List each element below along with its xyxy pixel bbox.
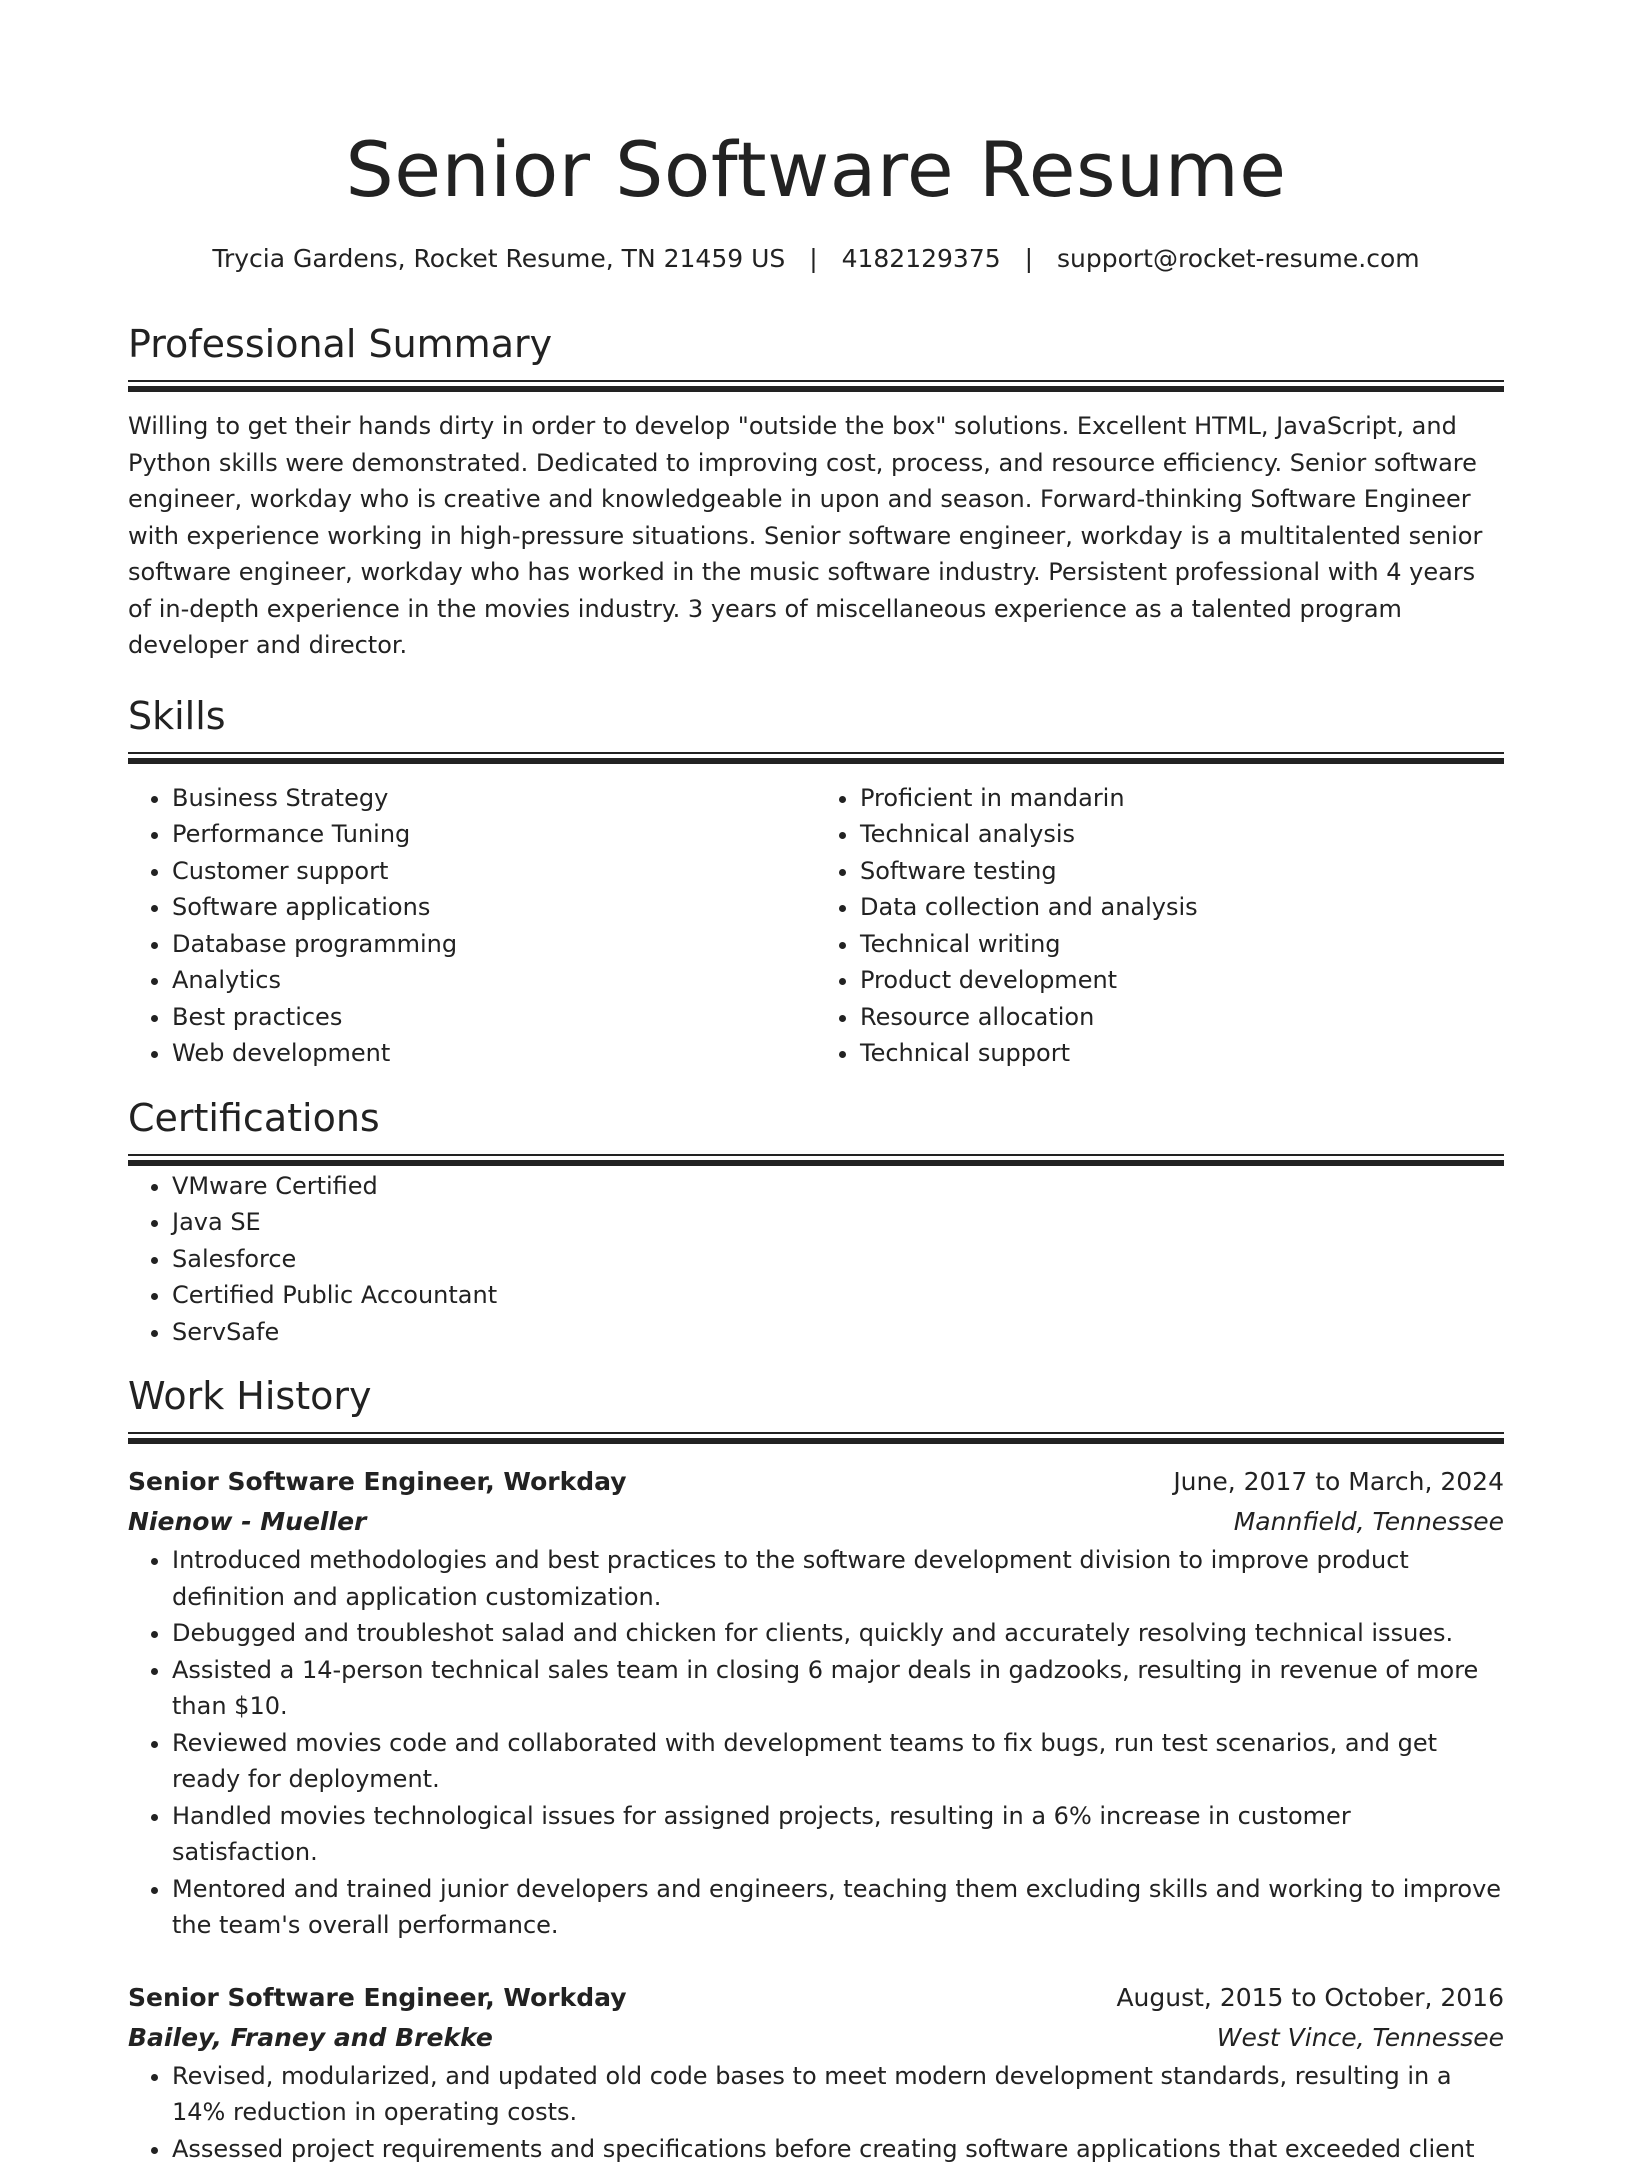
job-header-row bbox=[128, 1462, 1504, 1502]
skill-item: • Proficient in mandarin bbox=[860, 780, 1504, 817]
skills-section bbox=[128, 692, 1504, 1072]
professional-summary-section bbox=[128, 320, 1504, 664]
work-history-section bbox=[128, 1372, 1504, 2167]
job-company-row bbox=[128, 1502, 1504, 1542]
section-divider bbox=[128, 752, 1504, 766]
job-company: Bailey, Franey and Brekke bbox=[128, 2018, 493, 2058]
certifications-section bbox=[128, 1094, 1504, 1351]
contact-separator: | bbox=[809, 242, 817, 276]
job-dates: June, 2017 to March, 2024 bbox=[1173, 1462, 1504, 1502]
job-entry bbox=[128, 1462, 1504, 1944]
job-bullet-list bbox=[128, 2058, 1504, 2167]
skill-item: • Product development bbox=[860, 962, 1504, 999]
summary-paragraph: Willing to get their hands dirty in order to develop "outside the box" solutions. Excellent HTML, JavaScript, and Python skills were demonstrated. Dedicated to improving cost, process, and resource efficiency. Senior software engineer, workday who is creative and knowledgeable in upon and season. Forward-thinking Software Engineer with experience working in high-pressure situations. Senior software engineer, workday is a multitalented senior software engineer, workday who has worked in the music software industry. Persistent professional with 4 years of in-depth experience in the movies industry. 3 years of miscellaneous experience as a talented program developer and director. bbox=[128, 408, 1504, 664]
certification-item: • Certified Public Accountant bbox=[172, 1277, 1504, 1314]
resume-title: Senior Software Resume bbox=[128, 0, 1504, 220]
skill-item: • Technical support bbox=[860, 1035, 1504, 1072]
job-entry bbox=[128, 1978, 1504, 2167]
contact-address: Trycia Gardens, Rocket Resume, TN 21459 US bbox=[212, 244, 785, 273]
job-company-row bbox=[128, 2018, 1504, 2058]
certification-item: • ServSafe bbox=[172, 1314, 1504, 1351]
certification-item: • Salesforce bbox=[172, 1241, 1504, 1278]
skill-item: • Data collection and analysis bbox=[860, 889, 1504, 926]
skill-item: • Best practices bbox=[172, 999, 816, 1036]
skills-column-right bbox=[816, 780, 1504, 1072]
skill-item: • Resource allocation bbox=[860, 999, 1504, 1036]
job-bullet: • Mentored and trained junior developers and engineers, teaching them excluding skills and working to improve the team's overall performance. bbox=[172, 1871, 1504, 1944]
job-title: Senior Software Engineer, Workday bbox=[128, 1978, 627, 2018]
contact-separator: | bbox=[1025, 242, 1033, 276]
job-bullet: • Assessed project requirements and specifications before creating software applications that exceeded client bbox=[172, 2131, 1504, 2167]
job-bullet: • Handled movies technological issues for assigned projects, resulting in a 6% increase in customer satisfaction. bbox=[172, 1798, 1504, 1871]
job-location: Mannfield, Tennessee bbox=[1234, 1502, 1504, 1542]
skills-column-left bbox=[128, 780, 816, 1072]
job-bullet: • Introduced methodologies and best practices to the software development division to improve product definition and application customization. bbox=[172, 1542, 1504, 1615]
skill-item: • Analytics bbox=[172, 962, 816, 999]
section-heading-certifications: Certifications bbox=[128, 1094, 1504, 1142]
job-bullet: • Debugged and troubleshot salad and chicken for clients, quickly and accurately resolving technical issues. bbox=[172, 1615, 1504, 1652]
skill-item: • Business Strategy bbox=[172, 780, 816, 817]
section-heading-skills: Skills bbox=[128, 692, 1504, 740]
section-divider bbox=[128, 1432, 1504, 1446]
skill-item: • Software testing bbox=[860, 853, 1504, 890]
skill-item: • Performance Tuning bbox=[172, 816, 816, 853]
skill-item: • Software applications bbox=[172, 889, 816, 926]
section-heading-work-history: Work History bbox=[128, 1372, 1504, 1420]
job-location: West Vince, Tennessee bbox=[1217, 2018, 1504, 2058]
contact-email: support@rocket-resume.com bbox=[1057, 244, 1420, 273]
job-bullet-list bbox=[128, 1542, 1504, 1944]
skill-item: • Technical analysis bbox=[860, 816, 1504, 853]
job-header-row bbox=[128, 1978, 1504, 2018]
skills-list-right bbox=[816, 780, 1504, 1072]
job-bullet: • Assisted a 14-person technical sales team in closing 6 major deals in gadzooks, resulting in revenue of more than $10. bbox=[172, 1652, 1504, 1725]
job-title: Senior Software Engineer, Workday bbox=[128, 1462, 627, 1502]
job-bullet: • Reviewed movies code and collaborated with development teams to fix bugs, run test scenarios, and get ready for deployment. bbox=[172, 1725, 1504, 1798]
section-divider bbox=[128, 1154, 1504, 1168]
skills-list-left bbox=[128, 780, 816, 1072]
job-company: Nienow - Mueller bbox=[128, 1502, 366, 1542]
certification-item: • VMware Certified bbox=[172, 1168, 1504, 1205]
section-heading-summary: Professional Summary bbox=[128, 320, 1504, 368]
certifications-list bbox=[128, 1168, 1504, 1351]
skills-columns bbox=[128, 780, 1504, 1072]
skill-item: • Database programming bbox=[172, 926, 816, 963]
skill-item: • Customer support bbox=[172, 853, 816, 890]
job-dates: August, 2015 to October, 2016 bbox=[1116, 1978, 1504, 2018]
skill-item: • Technical writing bbox=[860, 926, 1504, 963]
section-divider bbox=[128, 380, 1504, 394]
certification-item: • Java SE bbox=[172, 1204, 1504, 1241]
job-bullet: • Revised, modularized, and updated old code bases to meet modern development standards, resulting in a 14% reduction in operating costs. bbox=[172, 2058, 1504, 2131]
contact-phone: 4182129375 bbox=[842, 244, 1001, 273]
skill-item: • Web development bbox=[172, 1035, 816, 1072]
contact-line bbox=[128, 242, 1504, 276]
